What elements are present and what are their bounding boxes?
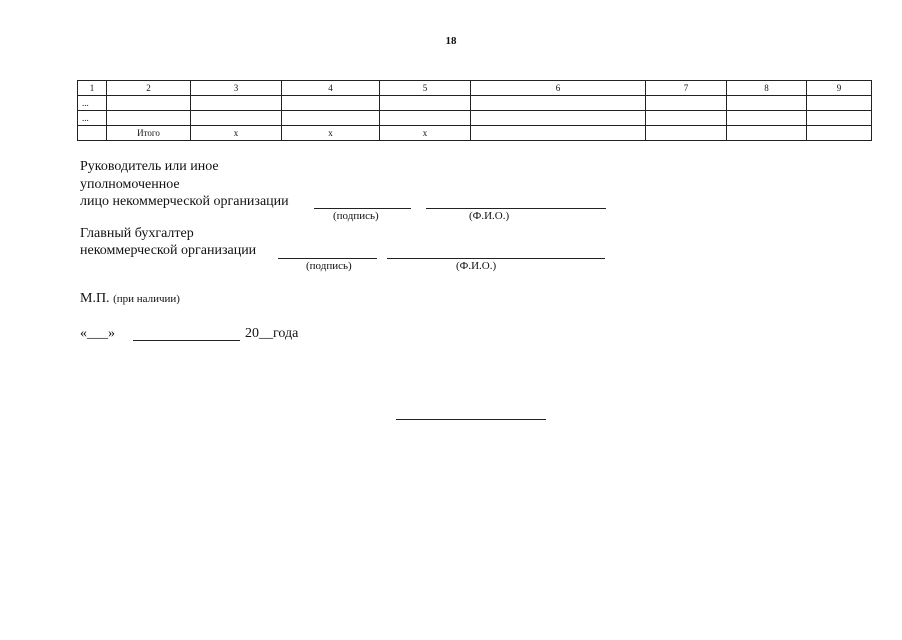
table-cell <box>807 96 872 111</box>
table-cell <box>727 126 807 141</box>
page-number: 18 <box>445 35 457 47</box>
table-cell <box>471 111 646 126</box>
column-header: 9 <box>807 81 872 96</box>
table-cell: ... <box>78 111 107 126</box>
column-header: 2 <box>107 81 191 96</box>
table-cell: x <box>282 126 380 141</box>
table-cell <box>471 96 646 111</box>
date-day: «___» <box>80 326 115 341</box>
column-header: 5 <box>380 81 471 96</box>
table-cell <box>646 126 727 141</box>
head-signature-caption: (подпись) <box>333 210 379 222</box>
report-table <box>77 80 872 141</box>
head-signature-line <box>314 208 411 209</box>
head-name-line <box>426 208 606 209</box>
column-header: 7 <box>646 81 727 96</box>
accountant-name-line <box>387 258 605 259</box>
column-header: 4 <box>282 81 380 96</box>
column-header: 6 <box>471 81 646 96</box>
table-row <box>78 111 872 126</box>
date-year: 20__года <box>245 326 299 341</box>
table-header-row <box>78 81 872 96</box>
date-month-line <box>133 340 240 341</box>
table-total-row <box>78 126 872 141</box>
table-row <box>78 96 872 111</box>
table-cell <box>107 111 191 126</box>
table-cell <box>282 96 380 111</box>
table-cell <box>471 126 646 141</box>
table-cell <box>380 111 471 126</box>
seal-note: (при наличии) <box>113 293 180 305</box>
table-cell: ... <box>78 96 107 111</box>
head-title-line3: лицо некоммерческой организации <box>80 194 289 209</box>
accountant-title-line2: некоммерческой организации <box>80 243 257 258</box>
head-title-line2: уполномоченное <box>80 177 180 192</box>
table-cell <box>191 111 282 126</box>
head-title-line1: Руководитель или иное <box>80 159 219 174</box>
accountant-signature-caption: (подпись) <box>306 260 352 272</box>
table-cell <box>107 96 191 111</box>
seal-abbreviation: М.П. <box>80 291 110 306</box>
column-header: 8 <box>727 81 807 96</box>
table-cell <box>380 96 471 111</box>
table-cell: Итого <box>107 126 191 141</box>
accountant-signature-line <box>278 258 377 259</box>
table-cell <box>282 111 380 126</box>
head-name-caption: (Ф.И.О.) <box>469 210 510 222</box>
table-cell <box>191 96 282 111</box>
table-cell <box>727 111 807 126</box>
seal-label <box>80 291 180 307</box>
table-cell: x <box>380 126 471 141</box>
table-cell <box>807 111 872 126</box>
column-header: 1 <box>78 81 107 96</box>
accountant-name-caption: (Ф.И.О.) <box>456 260 497 272</box>
table-cell <box>646 96 727 111</box>
table-cell: x <box>191 126 282 141</box>
column-header: 3 <box>191 81 282 96</box>
table-cell <box>727 96 807 111</box>
table-cell <box>646 111 727 126</box>
table-cell <box>807 126 872 141</box>
table-cell <box>78 126 107 141</box>
accountant-title-line1: Главный бухгалтер <box>80 226 194 241</box>
closing-separator <box>396 419 546 420</box>
